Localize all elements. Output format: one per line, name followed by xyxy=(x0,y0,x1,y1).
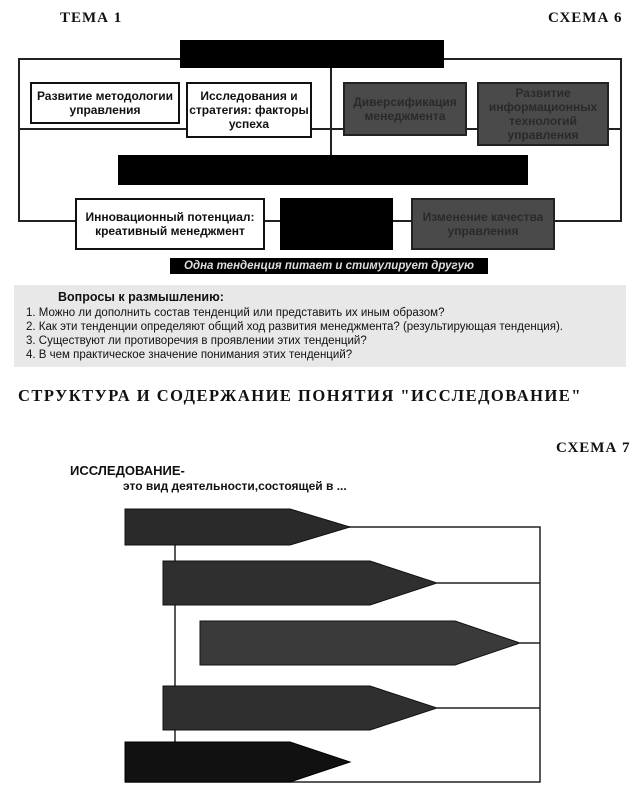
questions-title: Вопросы к размышлению: xyxy=(58,290,224,304)
question-4: 4. В чем практическое значение понимания этих тенденций? xyxy=(26,349,353,361)
box-innovation: Инновационный потенциал: креативный менеджмент xyxy=(75,198,265,250)
arrow-1 xyxy=(125,509,350,545)
question-3: 3. Существуют ли противоречия в проявлении этих тенденций? xyxy=(26,335,367,347)
top-black-bar xyxy=(180,40,444,68)
center-black-bar xyxy=(118,155,528,185)
scheme-6-label: СХЕМА 6 xyxy=(548,10,623,26)
box-quality-change: Изменение качества управления xyxy=(411,198,555,250)
research-arrows-diagram xyxy=(0,495,643,788)
question-2: 2. Как эти тенденции определяют общий ход развития менеджмента? (результирующая тенденция). xyxy=(26,321,563,333)
topic-label: ТЕМА 1 xyxy=(60,10,123,26)
question-1: 1. Можно ли дополнить состав тенденций или представить их иным образом? xyxy=(26,307,445,319)
scheme-7-title: ИССЛЕДОВАНИЕ- xyxy=(70,463,185,478)
arrow-3 xyxy=(200,621,520,665)
arrow-2 xyxy=(163,561,437,605)
arrow-5 xyxy=(125,742,350,782)
scheme-7-label: СХЕМА 7 xyxy=(556,440,631,456)
box-methodology: Развитие методологии управления xyxy=(30,82,180,124)
center-connector xyxy=(330,58,332,158)
right-connector xyxy=(620,58,622,220)
scheme-caption: Одна тенденция питает и стимулирует другую xyxy=(170,258,488,274)
left-connector xyxy=(18,58,20,220)
section-title: СТРУКТУРА И СОДЕРЖАНИЕ ПОНЯТИЯ "ИССЛЕДОВАНИЕ" xyxy=(18,386,582,405)
box-research-strategy: Исследования и стратегия: факторы успеха xyxy=(186,82,312,138)
box-diversification: Диверсификация менеджмента xyxy=(343,82,467,136)
scheme-7-subtitle: это вид деятельности,состоящей в ... xyxy=(123,479,347,493)
box-it-development: Развитие информационных технологий управления xyxy=(477,82,609,146)
bottom-black-box xyxy=(280,198,393,250)
arrow-4 xyxy=(163,686,437,730)
questions-panel xyxy=(14,285,626,367)
